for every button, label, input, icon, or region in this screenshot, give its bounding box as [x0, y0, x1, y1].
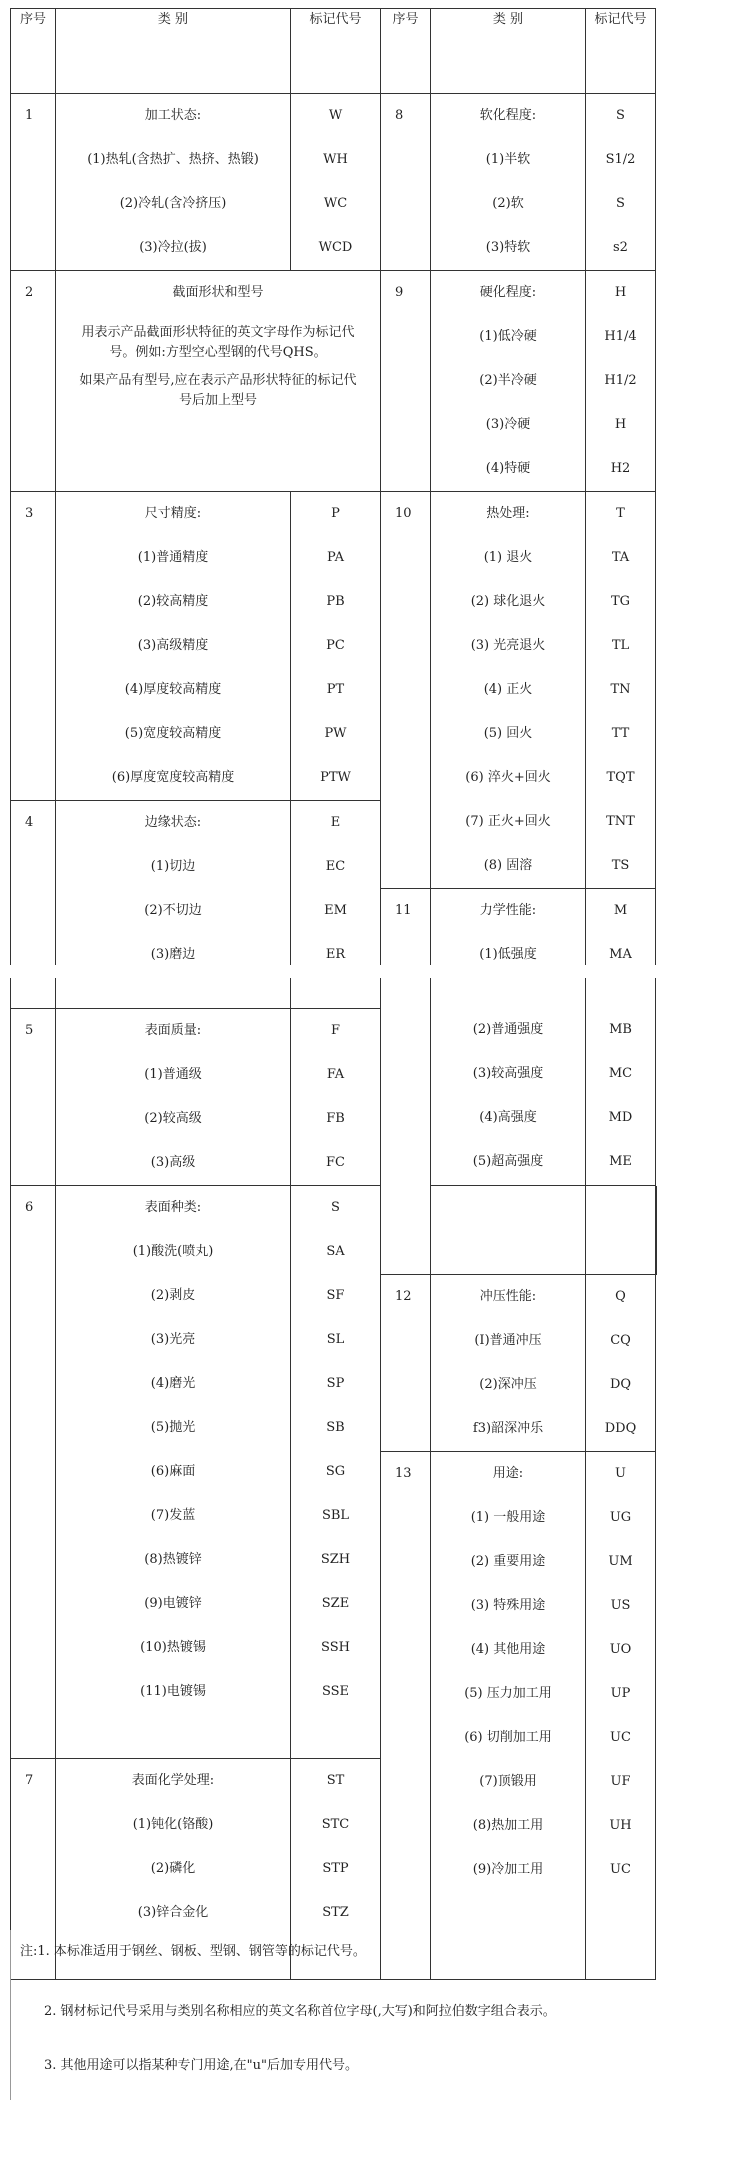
- item-code: M: [613, 903, 628, 919]
- item-code: SBL: [321, 1508, 350, 1523]
- table-row: [11, 1186, 657, 1275]
- item-label: (8) 固溶: [483, 858, 533, 873]
- item-code: H2: [610, 461, 631, 476]
- section-number: 9: [395, 285, 404, 300]
- item-code: WH: [323, 152, 348, 167]
- item-label: (1) 一般用途: [470, 1510, 546, 1525]
- item-label: (2)磷化: [150, 1861, 196, 1876]
- item-code: MA: [609, 947, 632, 963]
- item-code: TG: [610, 594, 631, 609]
- section-4-labels: [56, 801, 291, 978]
- item-code: EM: [324, 903, 347, 918]
- item-code: H: [614, 285, 627, 300]
- item-code: TN: [610, 682, 631, 697]
- section-1-codes: [291, 94, 381, 271]
- item-label: (4)特硬: [485, 461, 531, 476]
- item-code: T: [616, 506, 625, 521]
- section-5-labels: [56, 1009, 291, 1186]
- item-code: UC: [610, 1730, 631, 1745]
- section-5-codes: [291, 1009, 381, 1186]
- item-label: (4) 正火: [483, 682, 533, 697]
- item-code: SF: [326, 1288, 345, 1303]
- item-label: (1)热轧(含热扩、热挤、热锻): [87, 152, 259, 167]
- item-code: STZ: [322, 1905, 349, 1920]
- item-label: (3)冷硬: [485, 417, 531, 432]
- item-code: UG: [609, 1510, 632, 1525]
- item-code: E: [330, 815, 341, 830]
- item-label: (4) 其他用途: [470, 1642, 546, 1657]
- item-label: (4)高强度: [479, 1110, 537, 1125]
- table-row: [11, 492, 656, 801]
- item-code: SP: [326, 1376, 345, 1391]
- item-code: PTW: [320, 770, 351, 785]
- item-label: (7)顶锻用: [479, 1774, 537, 1789]
- item-code: PW: [324, 726, 347, 741]
- item-code: SZH: [320, 1552, 351, 1567]
- table-row: [11, 978, 657, 1009]
- item-code: UH: [609, 1818, 632, 1833]
- item-code: STC: [321, 1817, 350, 1832]
- item-label: (2)软: [492, 196, 524, 211]
- section-11-labels-cont: [431, 978, 586, 1186]
- item-label: (3) 特殊用途: [470, 1598, 546, 1613]
- item-code: SSH: [321, 1640, 350, 1655]
- item-code: SZE: [321, 1596, 350, 1611]
- item-label: (8)热镀锌: [144, 1552, 202, 1567]
- item-code: MC: [608, 1066, 633, 1081]
- section-title: 表面质量:: [144, 1023, 202, 1038]
- section-title: 加工状态:: [144, 108, 202, 123]
- item-label: (6)麻面: [150, 1464, 196, 1479]
- item-code: S1/2: [605, 152, 636, 167]
- table-row: [11, 94, 656, 271]
- section-8-labels: [431, 94, 586, 271]
- item-code: TNT: [606, 814, 635, 829]
- section-10-codes: [586, 492, 656, 889]
- item-label: (2) 重要用途: [470, 1554, 546, 1569]
- item-label: (4)磨光: [150, 1376, 196, 1391]
- item-code: EC: [325, 859, 346, 874]
- item-label: (4)厚度较高精度: [124, 682, 222, 697]
- item-code: TT: [611, 726, 630, 741]
- item-code: UP: [610, 1686, 631, 1701]
- section-title: 力学性能:: [479, 903, 537, 919]
- item-code: H: [614, 417, 627, 432]
- item-code: MB: [609, 1022, 632, 1037]
- table-row: [11, 271, 656, 492]
- spec-table-page-1: [10, 8, 656, 978]
- item-label: (1)切边: [150, 859, 196, 874]
- header-code: 标记代号: [291, 9, 381, 94]
- section-title: 尺寸精度:: [144, 506, 202, 521]
- section-title: 表面种类:: [144, 1200, 202, 1215]
- item-label: (1)酸洗(喷丸): [132, 1244, 214, 1259]
- item-code: US: [610, 1598, 631, 1613]
- item-code: ER: [325, 947, 346, 962]
- header-seq-right: 序号: [381, 9, 431, 94]
- item-label: (2)半冷硬: [479, 373, 537, 388]
- spec-table-page-2: [10, 978, 657, 1980]
- item-code: UC: [610, 1862, 631, 1877]
- section-title: 冲压性能:: [479, 1289, 537, 1304]
- item-label: (3)特软: [485, 240, 531, 255]
- section-3-labels: [56, 492, 291, 801]
- section-number: 5: [25, 1023, 34, 1038]
- header-category-right: 类 别: [431, 9, 586, 94]
- item-label: (3)光亮: [150, 1332, 196, 1347]
- item-label: (1)半软: [485, 152, 531, 167]
- item-label: (1)普通精度: [137, 550, 209, 565]
- item-code: ST: [326, 1773, 345, 1788]
- item-label: (7) 正火+回火: [465, 814, 551, 829]
- header-category: 类 别: [56, 9, 291, 94]
- section-number: 7: [25, 1773, 34, 1788]
- section-title: 软化程度:: [479, 108, 537, 123]
- section-10-labels: [431, 492, 586, 889]
- section-number: 1: [25, 108, 34, 123]
- section-number: 3: [25, 506, 34, 521]
- item-label: (6) 切削加工用: [464, 1730, 552, 1745]
- item-code: PA: [327, 550, 344, 565]
- item-code: WCD: [318, 240, 353, 255]
- item-code: TQT: [606, 770, 635, 785]
- section-8-codes: [586, 94, 656, 271]
- item-label: (1) 退火: [483, 550, 533, 565]
- section-number: 11: [395, 903, 412, 919]
- section-paragraph: 用表示产品截面形状特征的英文字母作为标记代号。例如:方型空心型钢的代号QHS。: [81, 325, 355, 360]
- item-code: TA: [611, 550, 630, 565]
- section-title: 边缘状态:: [144, 815, 202, 830]
- section-1-labels: [56, 94, 291, 271]
- item-code: SSE: [321, 1684, 350, 1699]
- item-label: (1)普通级: [144, 1067, 202, 1082]
- item-code: SL: [326, 1332, 345, 1347]
- table-header-row: [11, 9, 656, 94]
- section-9-labels: [431, 271, 586, 492]
- item-code: S: [616, 196, 625, 211]
- section-11-codes-cont: [586, 978, 656, 1186]
- item-label: (3)冷拉(拔): [139, 240, 207, 255]
- item-label: (2)深冲压: [479, 1377, 537, 1392]
- item-label: (3)高级精度: [137, 638, 209, 653]
- item-code: Q: [615, 1289, 626, 1304]
- section-4-codes: [291, 801, 381, 978]
- item-code: FA: [326, 1067, 345, 1082]
- item-code: MD: [608, 1110, 633, 1125]
- item-label: (5)超高强度: [472, 1154, 544, 1169]
- section-12-labels: [431, 1275, 586, 1452]
- item-label: (7)发蓝: [150, 1508, 196, 1523]
- item-label: (5)抛光: [150, 1420, 196, 1435]
- section-title: 表面化学处理:: [131, 1773, 215, 1788]
- item-label: (8)热加工用: [472, 1818, 544, 1833]
- item-label: (1)低强度: [479, 947, 537, 963]
- item-code: FB: [326, 1111, 345, 1126]
- item-code: TS: [611, 858, 630, 873]
- item-code: UO: [609, 1642, 632, 1657]
- item-code: TL: [611, 638, 630, 653]
- section-3-codes: [291, 492, 381, 801]
- item-label: (9)冷加工用: [472, 1862, 544, 1877]
- section-number: 8: [395, 108, 404, 123]
- item-label: (3)磨边: [150, 947, 196, 962]
- section-9-codes: [586, 271, 656, 492]
- item-code: U: [615, 1466, 626, 1481]
- item-code: P: [331, 506, 340, 521]
- item-code: DQ: [609, 1377, 632, 1392]
- item-code: SB: [326, 1420, 345, 1435]
- item-code: S: [331, 1200, 340, 1215]
- item-code: F: [330, 1023, 341, 1038]
- item-label: (10)热镀锡: [140, 1640, 206, 1655]
- item-label: (3)较高强度: [472, 1066, 544, 1081]
- item-label: (2)普通强度: [472, 1022, 544, 1037]
- section-6-labels: [56, 1186, 291, 1759]
- item-code: SG: [325, 1464, 346, 1479]
- item-label: (11)电镀锡: [140, 1684, 206, 1699]
- item-label: (I)普通冲压: [474, 1333, 542, 1348]
- item-label: (6)厚度宽度较高精度: [111, 770, 235, 785]
- note-line: 3. 其他用途可以指某种专门用途,在"u"后加专用代号。: [44, 2058, 358, 2073]
- header-seq: 序号: [11, 9, 56, 94]
- section-number: 6: [25, 1200, 34, 1215]
- note-line: 注:1. 本标准适用于钢丝、钢板、型钢、钢管等的标记代号。: [20, 1944, 366, 1959]
- section-number: 2: [25, 285, 34, 300]
- section-number: 12: [395, 1289, 412, 1304]
- item-code: ME: [609, 1154, 632, 1169]
- section-paragraph: 如果产品有型号,应在表示产品形状特征的标记代号后加上型号: [79, 373, 357, 408]
- section-title: 热处理:: [486, 506, 530, 521]
- item-code: H1/4: [604, 329, 637, 344]
- section-title: 硬化程度:: [479, 285, 537, 300]
- item-label: f3)韶深冲乐: [472, 1421, 544, 1436]
- item-code: SA: [326, 1244, 345, 1259]
- item-label: (2)较高级: [144, 1111, 202, 1126]
- item-label: (3)高级: [150, 1155, 196, 1170]
- item-code: DDQ: [604, 1421, 637, 1436]
- item-label: (3)锌合金化: [137, 1905, 209, 1920]
- item-code: UM: [608, 1554, 633, 1569]
- item-label: (2)较高精度: [137, 594, 209, 609]
- section-2-content: [56, 271, 381, 492]
- item-label: (1)钝化(铬酸): [132, 1817, 214, 1832]
- section-title: 用途:: [492, 1466, 524, 1481]
- section-number: 13: [395, 1466, 412, 1481]
- item-label: (9)电镀锌: [144, 1596, 202, 1611]
- item-label: (2)不切边: [144, 903, 202, 918]
- header-code-right: 标记代号: [586, 9, 656, 94]
- item-code: WC: [323, 196, 348, 211]
- item-code: W: [328, 108, 343, 123]
- item-label: (6) 淬火+回火: [465, 770, 551, 785]
- item-label: (2) 球化退火: [470, 594, 546, 609]
- section-6-codes: [291, 1186, 381, 1759]
- section-title: 截面形状和型号: [172, 285, 264, 300]
- item-code: PB: [326, 594, 345, 609]
- item-code: STP: [322, 1861, 349, 1876]
- item-code: CQ: [610, 1333, 631, 1348]
- item-label: (5)宽度较高精度: [124, 726, 222, 741]
- item-label: (5) 回火: [483, 726, 533, 741]
- item-code: PC: [326, 638, 345, 653]
- item-label: (2)冷轧(含冷挤压): [119, 196, 227, 211]
- item-label: (2)剥皮: [150, 1288, 196, 1303]
- section-12-codes: [586, 1275, 656, 1452]
- item-code: UF: [610, 1774, 631, 1789]
- margin-rule: [10, 1930, 11, 2100]
- item-label: (1)低冷硬: [479, 329, 537, 344]
- section-number: 4: [25, 815, 34, 830]
- section-13-codes: [586, 1452, 656, 1980]
- item-code: s2: [613, 240, 628, 255]
- section-number: 10: [395, 506, 412, 521]
- item-code: S: [616, 108, 625, 123]
- item-label: (3) 光亮退火: [470, 638, 546, 653]
- item-code: FC: [326, 1155, 345, 1170]
- section-13-labels: [431, 1452, 586, 1980]
- note-line: 2. 钢材标记代号采用与类别名称相应的英文名称首位字母(,大写)和阿拉伯数字组合表示。: [44, 2004, 556, 2019]
- item-label: (5) 压力加工用: [464, 1686, 552, 1701]
- item-code: H1/2: [604, 373, 637, 388]
- item-code: PT: [326, 682, 345, 697]
